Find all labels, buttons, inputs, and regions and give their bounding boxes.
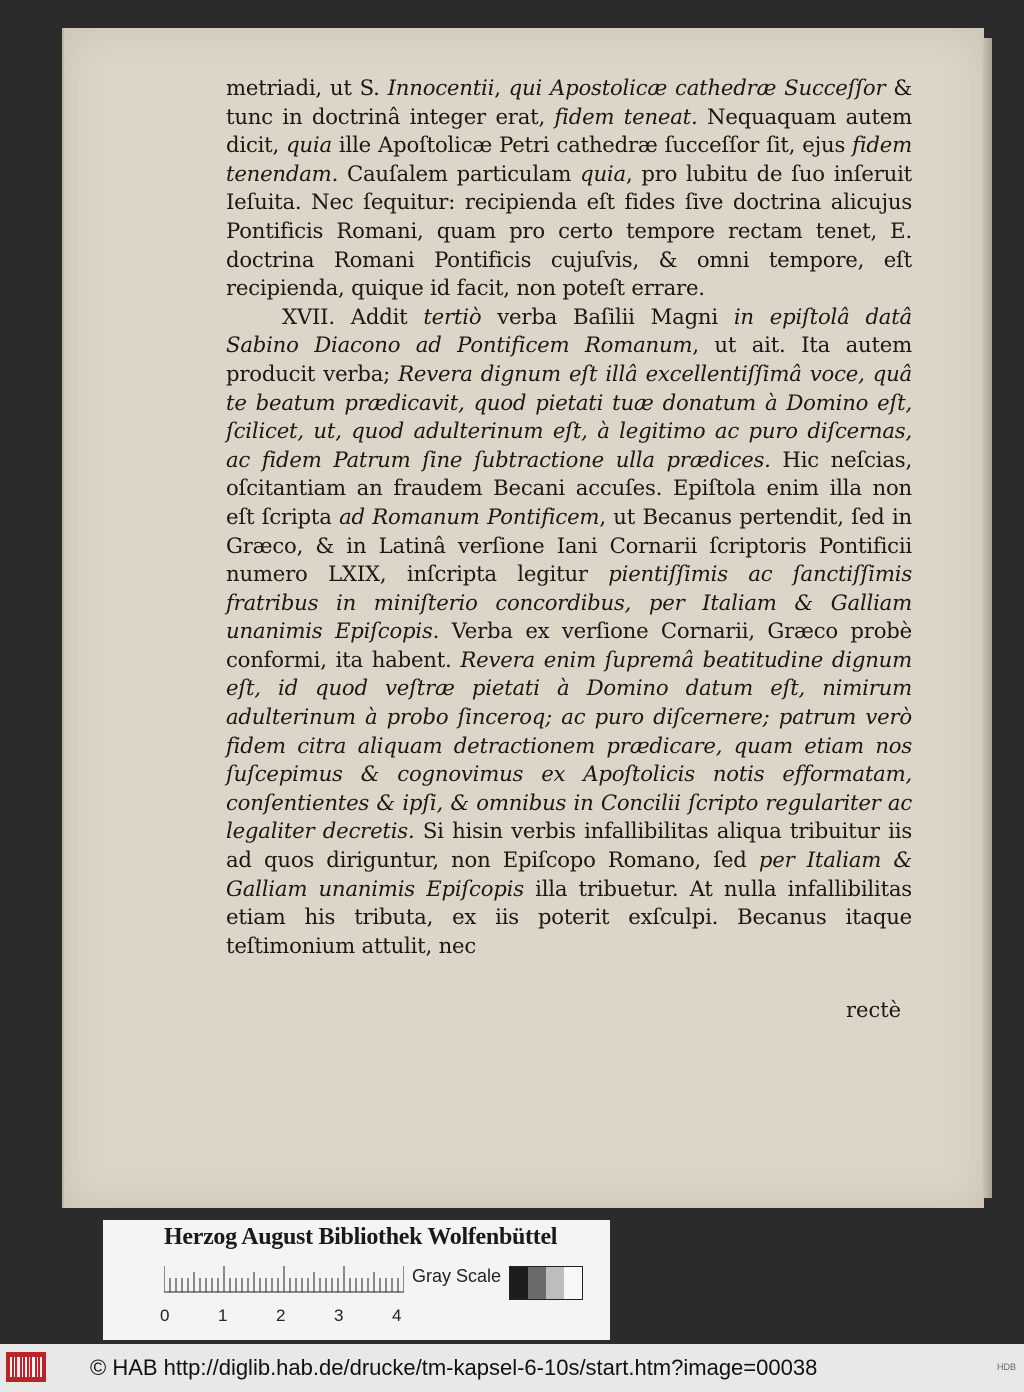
copyright-link[interactable]: © HAB http://diglib.hab.de/drucke/tm-kapsel-6-10s/start.htm?image=00038 [90,1355,818,1380]
page-edge [982,38,992,1198]
italic-text: fidem tenendam. [226,132,912,186]
italic-text: Revera dignum eſt illâ excellentiſſimâ voce, quâ te beatum prædicavit, quod pietati tuæ donatum à Domino eſt, ſcilicet, ut, quod adulterinum eſt, à legitimo ac puro diſcernas, ac fidem Patrum ſine ſubtractione ulla prædices. [226,360,912,472]
scale-number: 2 [276,1306,286,1325]
page-text [226,74,912,960]
body-text: , ut ait. Ita autem producit verba; [226,332,912,386]
gray-swatch [564,1267,582,1299]
library-name: Herzog August Bibliothek Wolfenbüttel [164,1224,558,1250]
corner-mark: HDB [996,1362,1016,1372]
body-text: , [494,75,509,100]
italic-text: ad Romanum Pontificem [339,503,600,529]
body-text: ille Apoſtolicæ Petri cathedræ ſucceſſor ſit, ejus [331,132,853,158]
italic-text: tertiò [423,303,482,329]
italic-text: qui Apostolicæ cathedræ Succeſſor [508,75,886,100]
italic-text: quia [580,160,626,186]
italic-text: pientiſſimis ac ſanctiſſimis fratribus in miniſterio concordibus, per Italiam & Galliam unanimis Epiſcopis. [226,561,912,644]
scale-number: 1 [218,1306,228,1325]
gray-swatch [546,1267,564,1299]
gray-swatch [510,1267,528,1299]
body-text: XVII. Addit [282,303,424,329]
body-text: illa tribuetur. At nulla infallibilitas etiam his tributa, ex iis poterit exſculpi. Becanus itaque teſtimonium attulit, nec [226,875,912,958]
italic-text: Innocentii [387,75,495,100]
paragraph [226,303,912,961]
italic-text: quia [286,132,332,158]
body-text: , pro lubitu de ſuo inſeruit Ieſuita. Nec ſequitur: recipienda eſt fides ſive doctrina alicujus Pontificis Romani, quam pro certo tempore rectam tenet, E. doctrina Romani Pontificis cujuſvis, & omni tempore, eſt recipienda, quique id facit, non poteſt errare. [226,160,912,301]
scale-number: 0 [160,1306,170,1325]
italic-text: per Italiam & Galliam unanimis Epiſcopis [226,847,912,901]
body-text: , ut Becanus pertendit, ſed in Græco, & in Latinâ verſione Iani Cornarii ſcriptoris Pontificii numero LXIX, inſcripta legitur [226,503,912,587]
gray-scale-swatches [509,1266,583,1300]
body-text: Nequaquam autem dicit, [226,103,912,158]
italic-text: fidem teneat. [554,103,698,129]
ruler-scale [164,1262,404,1302]
scale-number: 3 [334,1306,344,1325]
body-text: Verba ex verſione Cornarii, Græco probè conformi, ita habent. [226,618,912,672]
catchword: rectè [846,998,902,1022]
hab-barcode-logo-icon [6,1352,46,1382]
body-text: metriadi, ut S. [226,75,388,100]
body-text: Cauſalem particulam [338,160,581,186]
body-text: verba Baſilii Magni [481,303,734,329]
gray-scale-label: Gray Scale [412,1266,502,1286]
italic-text: Revera enim ſupremâ beatitudine dignum eſt, id quod veſtræ pietati à Domino datum eſt, nimirum adulterinum à probo ſinceroq; ac puro diſcernere; patrum verò fidem citra aliquam detractionem prædicare, quam etiam nos ſuſcepimus & cognovimus ex Apoſtolicis notis efformatam, conſentientes & ipſi, & omnibus in Concilii ſcripto regulariter ac legaliter decretis. [226,646,912,844]
italic-text: in epiſtolâ datâ Sabino Diacono ad Pontificem Romanum [226,303,912,358]
body-text: Hic neſcias, oſcitantiam an fraudem Becani accuſes. Epiſtola enim illa non eſt ſcripta [226,446,912,529]
gray-swatch [528,1267,546,1299]
body-text: & tunc in doctrinâ integer erat, [226,75,912,129]
body-text: Si hisin verbis infallibilitas aliqua tribuitur iis ad quos diriguntur, non Epiſcopo Romano, ſed [226,818,912,873]
paragraph [226,74,912,303]
scale-number: 4 [392,1306,402,1325]
